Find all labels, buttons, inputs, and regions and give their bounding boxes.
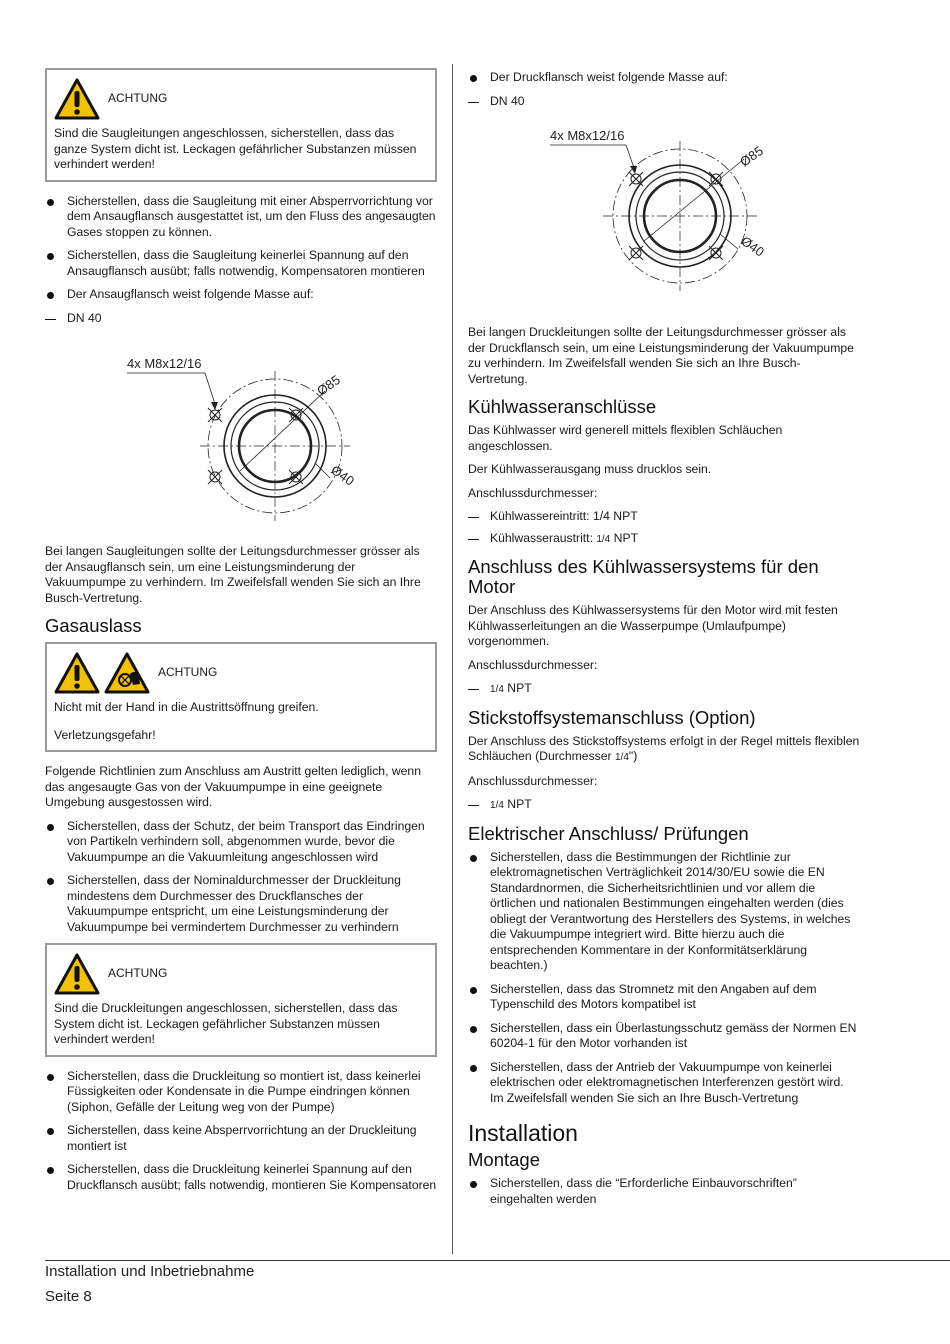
unit-text: NPT bbox=[503, 797, 532, 811]
fraction-text: 1/4 bbox=[596, 533, 611, 545]
list-item bbox=[468, 531, 860, 548]
list-item: Sicherstellen, dass der Antrieb der Vakuumpumpe von keinerlei elektrischen oder elektromagnetischen Interferenzen gestört wird. Im Zweifelsfall wenden Sie sich an Ihre Busch-Vertretung bbox=[468, 1060, 860, 1107]
paragraph: Das Kühlwasser wird generell mittels flexiblen Schläuchen angeschlossen. bbox=[468, 423, 783, 453]
pressure-bullet-list bbox=[45, 1069, 437, 1194]
warning-text: Sind die Saugleitungen angeschlossen, sicherstellen, dass das ganze System dicht ist. Leckagen gefährlicher Substanzen müssen verhindert werden! bbox=[54, 126, 417, 171]
list-item: Der Druckflansch weist folgende Masse auf: bbox=[468, 70, 860, 86]
warning-triangle-icon bbox=[54, 78, 100, 120]
footer-rule bbox=[45, 1260, 950, 1261]
footer-section: Installation und Inbetriebnahme bbox=[45, 1263, 255, 1280]
electrical-bullet-list bbox=[468, 850, 860, 1107]
column-divider bbox=[452, 64, 453, 1254]
bolt-label: 4x M8x12/16 bbox=[127, 356, 202, 371]
list-item: Sicherstellen, dass die Saugleitung mit einer Absperrvorrichtung vor dem Ansaugflansch ausgestattet ist, um den Fluss des angesaugten Gases stoppen zu können. bbox=[45, 194, 437, 241]
paragraph: Anschlussdurchmesser: bbox=[468, 773, 598, 788]
list-item: Der Ansaugflansch weist folgende Masse auf: bbox=[45, 287, 437, 303]
heading-montage: Montage bbox=[468, 1149, 540, 1170]
heading-electrical: Elektrischer Anschluss/ Prüfungen bbox=[468, 822, 749, 844]
suction-dash-list bbox=[45, 311, 437, 327]
unit-text: NPT bbox=[503, 681, 532, 695]
inner-diameter-label: Ø40 bbox=[328, 462, 358, 489]
list-item: Sicherstellen, dass die Druckleitung keinerlei Spannung auf den Druckflansch ausübt; falls notwendig, montieren Sie Kompensatoren bbox=[45, 1162, 437, 1193]
heading-nitrogen: Stickstoffsystemanschluss (Option) bbox=[468, 706, 756, 728]
list-item: Sicherstellen, dass die “Erforderliche Einbauvorschriften” eingehalten werden bbox=[468, 1176, 860, 1207]
paragraph-text: Der Anschluss des Stickstoffsystems erfolgt in der Regel mittels flexiblen Schläuchen (Durchmesser bbox=[468, 733, 860, 763]
pressure-flange-bullet bbox=[468, 70, 860, 86]
paragraph: Der Kühlwasserausgang muss drucklos sein. bbox=[468, 462, 712, 476]
heading-installation: Installation bbox=[468, 1120, 578, 1146]
list-item bbox=[468, 681, 860, 698]
pressure-flange-dash bbox=[468, 94, 860, 110]
suction-note: Bei langen Saugleitungen sollte der Leitungsdurchmesser grösser als der Ansaugflansch sein, um eine Leistungsminderung der Vakuumpumpe zu verhindern. Im Zweifelsfall wenden Sie sich an Ihre Busch-Vertretung. bbox=[45, 544, 421, 605]
list-item-text: Kühlwasseraustritt: bbox=[490, 530, 597, 545]
fraction-text: 1/4 bbox=[615, 752, 629, 763]
fraction-text: 1/4 bbox=[490, 800, 504, 811]
warning-text: Sind die Druckleitungen angeschlossen, sicherstellen, dass das System dicht ist. Leckagen gefährlicher Substanzen müssen verhindert werden! bbox=[54, 1001, 398, 1046]
warning-text: Verletzungsgefahr! bbox=[54, 727, 156, 742]
pressure-note: Bei langen Druckleitungen sollte der Leitungsdurchmesser grösser als der Druckflansch sein, um eine Leistungsminderung der Vakuumpumpe zu verhindern. Im Zweifelsfall wenden Sie sich an Ihre Busch-Vertretung. bbox=[468, 325, 854, 386]
list-item: Sicherstellen, dass ein Überlastungsschutz gemäss der Normen EN 60204-1 für den Motor vorhanden ist bbox=[468, 1021, 860, 1052]
right-column bbox=[468, 70, 860, 1215]
list-item: Sicherstellen, dass die Saugleitung keinerlei Spannung auf den Ansaugflansch ausübt; falls notwendig, Kompensatoren montieren bbox=[45, 248, 437, 279]
pressure-flange-diagram bbox=[468, 119, 860, 319]
paragraph bbox=[468, 734, 860, 766]
heading-kuehlwasser: Kühlwasseranschlüsse bbox=[468, 396, 657, 417]
list-item: Sicherstellen, dass keine Absperrvorrichtung an der Druckleitung montiert ist bbox=[45, 1123, 437, 1154]
outlet-bullet-list bbox=[45, 819, 437, 936]
list-item: DN 40 bbox=[468, 94, 860, 110]
cooling-dash-list bbox=[468, 509, 860, 547]
hand-injury-icon bbox=[104, 652, 150, 694]
fraction-text: 1/4 bbox=[490, 684, 504, 695]
nitrogen-dash-list bbox=[468, 797, 860, 814]
heading-gasauslass: Gasauslass bbox=[45, 615, 142, 636]
outlet-intro: Folgende Richtlinien zum Anschluss am Austritt gelten lediglich, wenn das angesaugte Gas von der Vakuumpumpe in eine geeignete Umgebung ausgestossen wird. bbox=[45, 764, 421, 809]
suction-flange-diagram bbox=[45, 346, 437, 536]
warning-triangle-icon bbox=[54, 652, 100, 694]
list-item: Sicherstellen, dass die Druckleitung so montiert ist, dass keinerlei Füssigkeiten oder Kondensate in die Pumpe eindringen können (Siphon, Gefälle der Leitung weg von der Pumpe) bbox=[45, 1069, 437, 1116]
warning-text: Nicht mit der Hand in die Austrittsöffnung greifen. bbox=[54, 700, 319, 714]
list-item: Sicherstellen, dass die Bestimmungen der Richtlinie zur elektromagnetischen Verträglichkeit 2014/30/EU sowie die EN Standardnormen, die Sicherheitsrichtlinien und vor allem die örtlichen und nationalen Bestimmungen eingehalten werden (dies obliegt der Verantwortung des Herstellers des Systems, in welches die Vakuumpumpe integriert wird. Bitte hierzu auch die entsprechenden Kommentare in der Konformitätserklärung beachten.) bbox=[468, 850, 860, 974]
bolt-label: 4x M8x12/16 bbox=[550, 128, 625, 143]
list-item: Sicherstellen, dass der Nominaldurchmesser der Druckleitung mindestens dem Durchmesser des Druckflansches der Vakuumpumpe entspricht, um eine Leistungsminderung der Vakuumpumpe bei vermindertem Durchmesser zu verhindern bbox=[45, 873, 437, 935]
list-item: Sicherstellen, dass der Schutz, der beim Transport das Eindringen von Partikeln verhindern soll, abgenommen wurde, bevor die Vakuumpumpe an die Vakuumleitung angeschlossen wird bbox=[45, 819, 437, 866]
warning-title: ACHTUNG bbox=[158, 665, 218, 680]
list-item: Kühlwassereintritt: 1/4 NPT bbox=[468, 509, 860, 525]
paragraph: Der Anschluss des Kühlwassersystems für den Motor wird mit festen Kühlwasserleitungen an die Wasserpumpe (Umlaufpumpe) vorgenommen. bbox=[468, 603, 838, 648]
motor-dash-list bbox=[468, 681, 860, 698]
heading-motor-cooling: Anschluss des Kühlwassersystems für den Motor bbox=[468, 556, 819, 597]
paragraph-text: ") bbox=[628, 749, 638, 763]
left-column bbox=[45, 64, 437, 1201]
paragraph: Anschlussdurchmesser: bbox=[468, 657, 598, 672]
outer-diameter-label: Ø85 bbox=[737, 143, 766, 170]
outer-diameter-label: Ø85 bbox=[314, 372, 343, 399]
warning-title: ACHTUNG bbox=[108, 91, 168, 106]
list-item: Sicherstellen, dass das Stromnetz mit den Angaben auf dem Typenschild des Motors kompatibel ist bbox=[468, 982, 860, 1013]
montage-bullet-list bbox=[468, 1176, 860, 1207]
warning-box-suction bbox=[45, 68, 437, 182]
warning-title: ACHTUNG bbox=[108, 966, 168, 981]
suction-bullet-list bbox=[45, 194, 437, 303]
inner-diameter-label: Ø40 bbox=[738, 233, 768, 260]
paragraph: Anschlussdurchmesser: bbox=[468, 485, 598, 500]
unit-text: NPT bbox=[610, 530, 639, 545]
list-item: DN 40 bbox=[45, 311, 437, 327]
warning-triangle-icon bbox=[54, 953, 100, 995]
footer-page-number: Seite 8 bbox=[45, 1288, 92, 1305]
list-item bbox=[468, 797, 860, 814]
warning-box-outlet bbox=[45, 642, 437, 752]
warning-box-pressure bbox=[45, 943, 437, 1057]
